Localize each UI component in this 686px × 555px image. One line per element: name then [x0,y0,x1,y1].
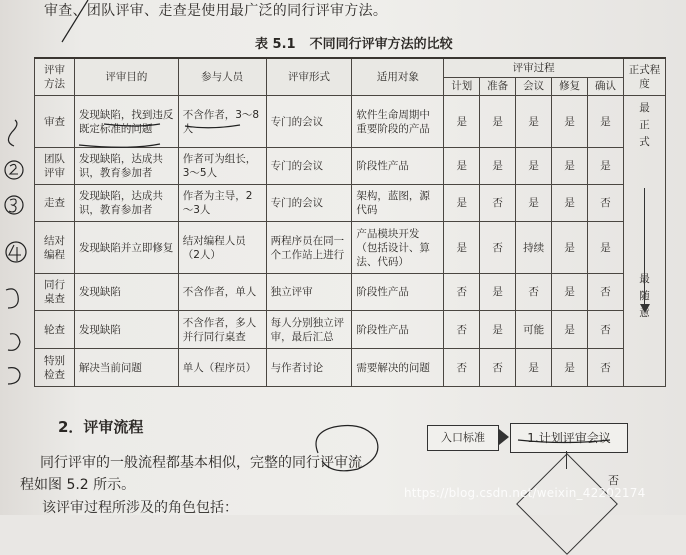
table-row [35,274,666,311]
cell-step: 是 [480,311,516,349]
table-title-text: 不同同行评审方法的比较 [309,37,453,52]
paragraph-line: 程如图 5.2 所示。 [20,477,136,493]
cell-target: 阶段性产品 [352,274,444,311]
cell-purpose: 发现缺陷 [74,311,178,349]
cell-purpose: 发现缺陷 [74,274,178,311]
cell-participants: 作者可为组长，3～5人 [178,148,266,185]
cell-step: 是 [552,274,588,311]
intro-text: 审查、团队评审、走查是使用最广泛的同行评审方法。 [44,3,388,19]
paragraph-roles: 该评审过程所涉及的角色包括： [42,500,238,516]
formality-most-formal [628,100,661,151]
cell-method: 同行桌查 [35,274,75,311]
cell-step: 否 [588,274,624,311]
header-target: 适用对象 [352,58,444,96]
cell-purpose: 发现缺陷，找到违反既定标准的问题 [74,96,178,148]
cell-target: 阶段性产品 [352,148,444,185]
formality-arrow-line [644,188,645,310]
cell-purpose: 解决当前问题 [74,349,178,387]
cell-step: 是 [444,148,480,185]
flow-step-plan-meeting: 1.计划评审会议 [510,423,628,453]
cell-participants: 作者为主导，2～3人 [178,185,266,222]
cell-form: 专门的会议 [266,148,352,185]
cell-step: 否 [588,311,624,349]
table-row [35,349,666,387]
cell-target: 需要解决的问题 [352,349,444,387]
comparison-table [34,57,666,387]
flow-arrow-right-icon [499,429,509,445]
pen-digit-4-icon [9,245,21,261]
cell-step: 否 [444,349,480,387]
cell-step: 是 [480,274,516,311]
cell-step: 持续 [516,222,552,274]
cell-step: 是 [588,96,624,148]
flow-entry-criteria: 入口标准 [427,425,499,451]
formality-top-char: 式 [639,136,650,148]
header-step-fix: 修复 [552,77,588,95]
cell-form: 专门的会议 [266,185,352,222]
cell-step: 否 [516,274,552,311]
cell-step: 可能 [516,311,552,349]
cell-step: 是 [552,148,588,185]
pen-mark-5-icon [6,289,18,308]
cell-target: 阶段性产品 [352,311,444,349]
pen-mark-7-icon [8,368,20,384]
pen-mark-6-icon [8,334,20,351]
table-number: 表 5.1 [255,37,296,52]
cell-step: 是 [516,96,552,148]
cell-target: 架构，蓝图，源代码 [352,185,444,222]
pen-circle-2-icon [5,161,23,179]
formality-top-char: 正 [639,119,650,131]
header-method: 评审方法 [35,58,75,96]
cell-method: 团队评审 [35,148,75,185]
header-purpose: 评审目的 [74,58,178,96]
paragraph-line: 同行评审的一般流程都基本相似，完整的同行评审流 [40,455,362,471]
cell-step: 是 [552,311,588,349]
cell-step: 否 [588,349,624,387]
table-row [35,222,666,274]
table-title [255,33,453,52]
cell-step: 是 [552,222,588,274]
cell-step: 是 [588,148,624,185]
header-step-prepare: 准备 [480,77,516,95]
cell-step: 是 [552,185,588,222]
formality-arrow-down-icon [640,304,650,313]
cell-form: 与作者讨论 [266,349,352,387]
cell-purpose: 发现缺陷，达成共识，教育参加者 [74,185,178,222]
cell-method: 轮查 [35,311,75,349]
cell-participants: 结对编程人员（2人） [178,222,266,274]
cell-step: 否 [480,222,516,274]
cell-form: 每人分别独立评审，最后汇总 [266,311,352,349]
cell-step: 否 [480,185,516,222]
formality-bottom-char: 最 [639,273,650,285]
section-heading: 2．评审流程 [58,418,144,436]
cell-step: 是 [444,185,480,222]
formality-bottom-char: 意 [639,307,650,319]
pen-digit-2-icon [10,164,18,174]
cell-participants: 不含作者，单人 [178,274,266,311]
cell-step: 否 [444,274,480,311]
formality-scale [624,96,666,387]
cell-purpose: 发现缺陷并立即修复 [74,222,178,274]
header-formality: 正式程度 [624,58,666,96]
pen-circle-4-icon [6,242,26,262]
formality-most-casual [628,271,661,322]
cell-target: 软件生命周期中重要阶段的产品 [352,96,444,148]
cell-method: 审查 [35,96,75,148]
table-row [35,96,666,148]
pen-mark-1-icon [8,120,16,146]
cell-method: 结对编程 [35,222,75,274]
cell-participants: 单人（程序员） [178,349,266,387]
cell-step: 否 [444,311,480,349]
cell-form: 独立评审 [266,274,352,311]
cell-step: 是 [552,96,588,148]
pen-digit-3-icon [9,199,16,212]
cell-step: 是 [480,148,516,185]
cell-step: 否 [480,349,516,387]
cell-target: 产品模块开发（包括设计、算法、代码） [352,222,444,274]
cell-step: 是 [516,148,552,185]
flow-no-label: 否 [608,474,619,487]
header-step-meeting: 会议 [516,77,552,95]
formality-bottom-char: 随 [639,290,650,302]
cell-method: 走查 [35,185,75,222]
cell-step: 是 [444,222,480,274]
cell-step: 是 [480,96,516,148]
cell-step: 是 [552,349,588,387]
cell-form: 两程序员在同一个工作站上进行 [266,222,352,274]
flow-decision-diamond [516,453,618,555]
cell-step: 是 [516,349,552,387]
table-row [35,148,666,185]
cell-step: 是 [588,222,624,274]
watermark-url: https://blog.csdn.net/weixin_42202174 [404,486,646,500]
table-row [35,185,666,222]
cell-purpose: 发现缺陷，达成共识，教育参加者 [74,148,178,185]
cell-step: 是 [444,96,480,148]
cell-participants: 不含作者，多人并行同行桌查 [178,311,266,349]
header-step-plan: 计划 [444,77,480,95]
header-process: 评审过程 [444,58,624,77]
cell-form: 专门的会议 [266,96,352,148]
header-participants: 参与人员 [178,58,266,96]
cell-participants: 不含作者，3～8人 [178,96,266,148]
cell-step: 是 [516,185,552,222]
formality-top-char: 最 [639,102,650,114]
table-row [35,311,666,349]
header-step-confirm: 确认 [588,77,624,95]
cell-method: 特别检查 [35,349,75,387]
pen-circle-3-icon [5,196,23,214]
cell-step: 否 [588,185,624,222]
header-form: 评审形式 [266,58,352,96]
